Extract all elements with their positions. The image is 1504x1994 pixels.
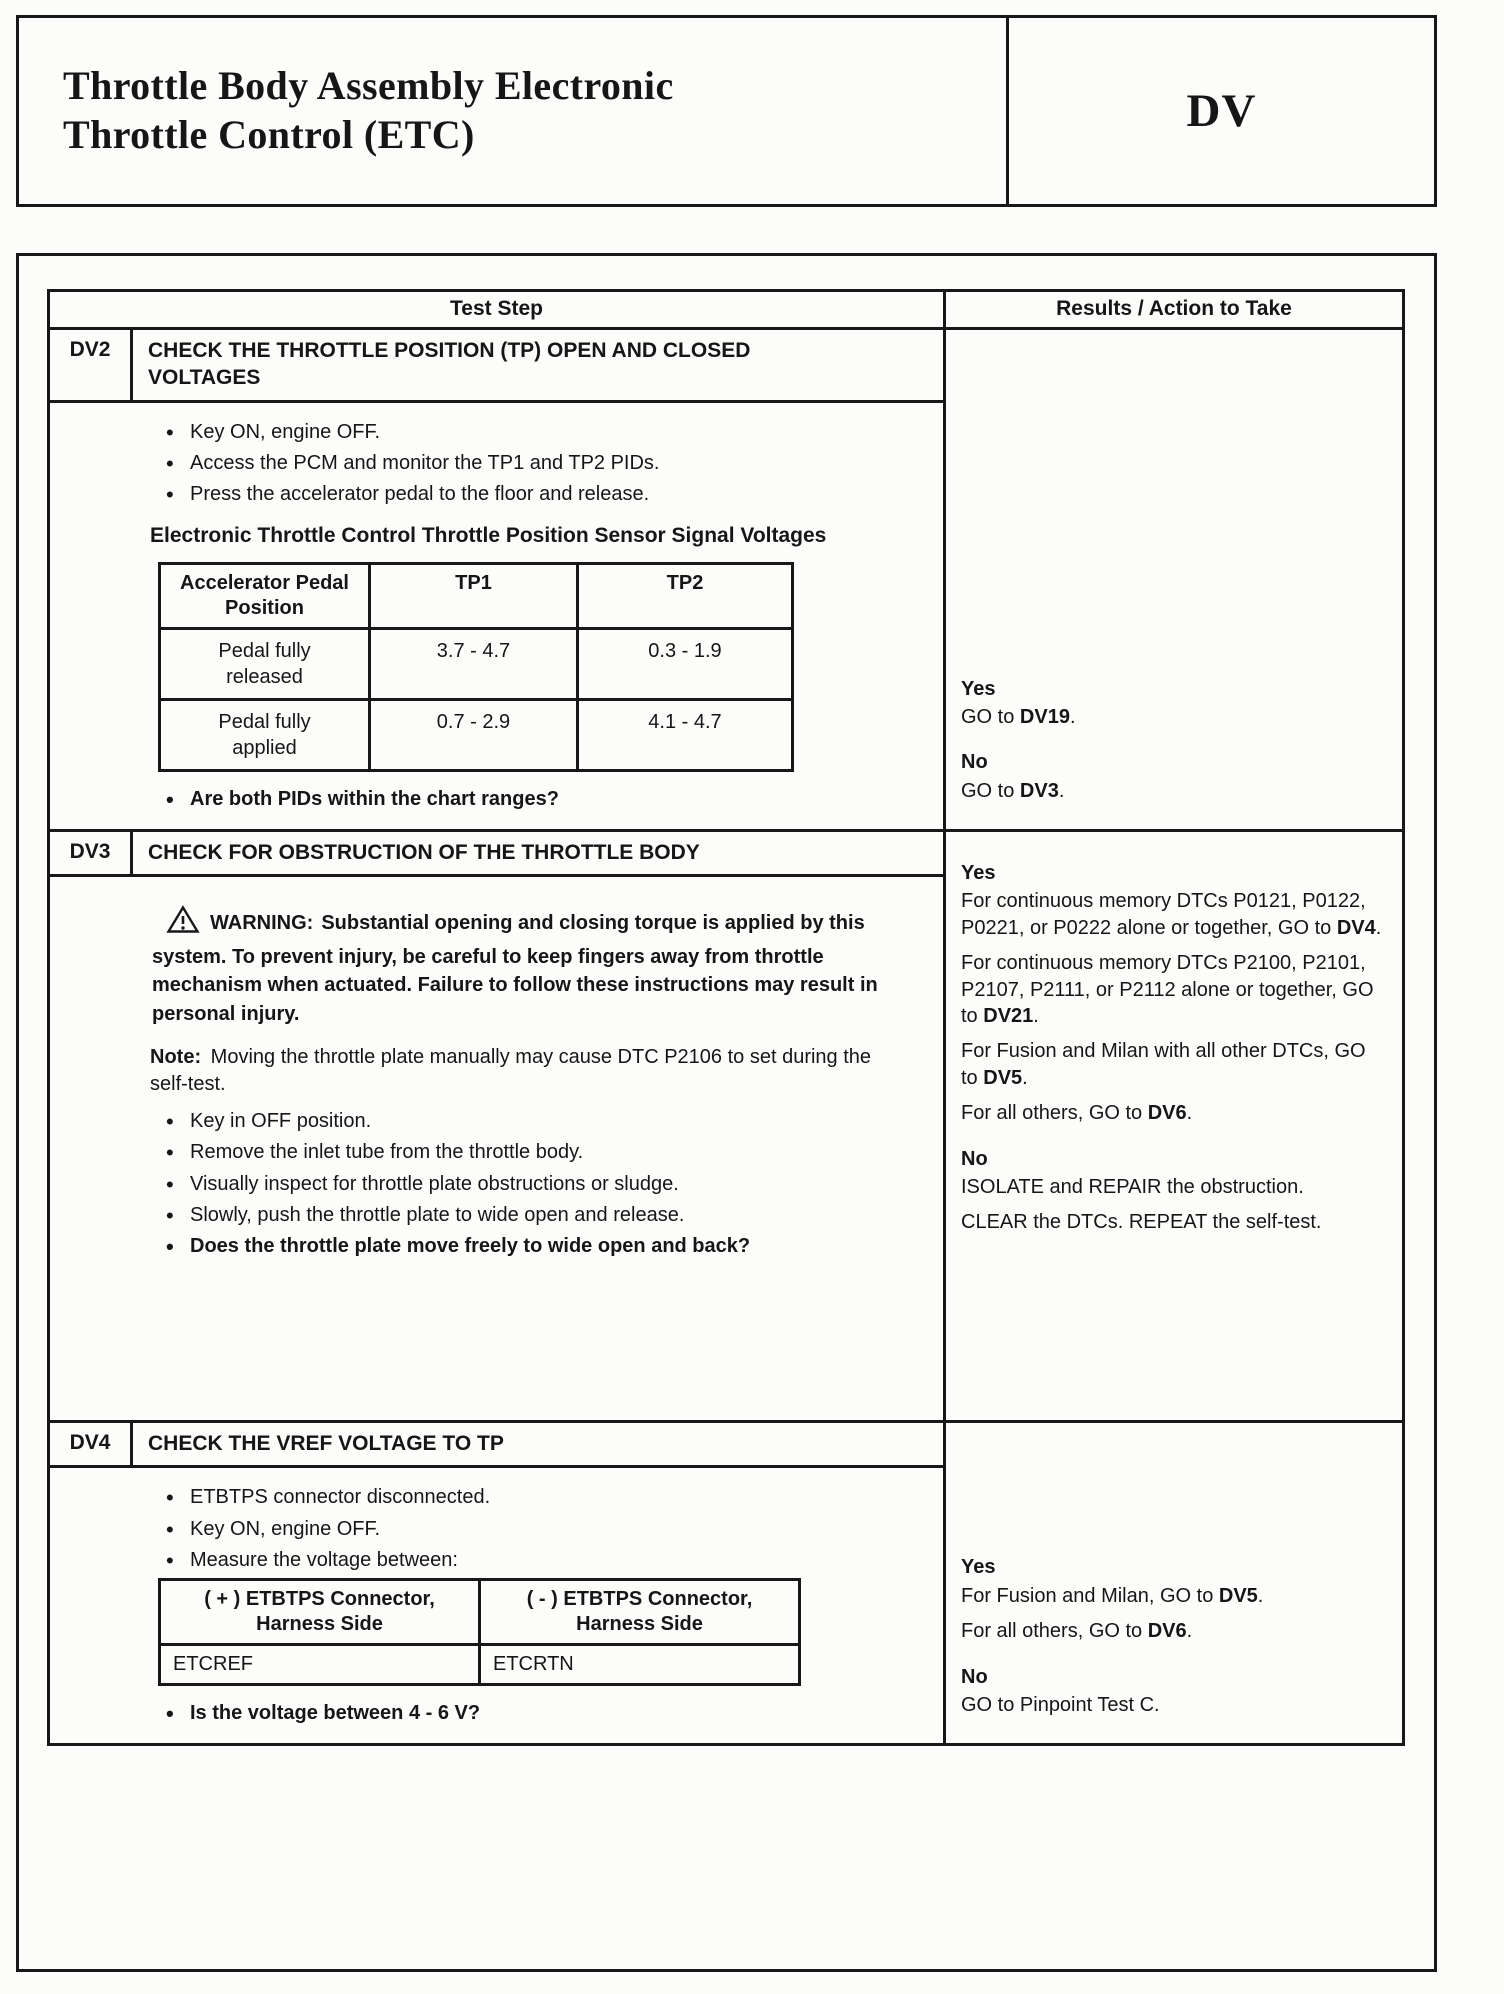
connector-table-header-row xyxy=(160,1579,800,1644)
step-question-dv3 xyxy=(150,1233,903,1260)
column-header-results: Results / Action to Take xyxy=(1056,297,1292,320)
warning-icon xyxy=(166,905,200,942)
section-code-cell xyxy=(1006,18,1434,204)
pinpoint-test-table xyxy=(47,289,1405,1746)
result-text: . xyxy=(1375,916,1382,939)
result-text: For Fusion and Milan with all other DTCs, GO to xyxy=(961,1040,1366,1089)
voltage-table xyxy=(158,562,794,772)
step-bullet xyxy=(150,1516,903,1543)
table-row xyxy=(160,699,793,770)
warning-paragraph xyxy=(152,905,903,1028)
result-text: . xyxy=(1186,1102,1193,1125)
result-text: For Fusion and Milan, GO to xyxy=(961,1584,1219,1607)
results-cell-dv3 xyxy=(946,832,1402,1420)
step-id-dv2: DV2 xyxy=(50,330,133,400)
step-title-dv2: CHECK THE THROTTLE POSITION (TP) OPEN AND CLOSED VOLTAGES xyxy=(148,339,751,390)
result-line xyxy=(961,1100,1386,1126)
voltage-table-header-row xyxy=(160,563,793,628)
result-target: DV5 xyxy=(983,1066,1023,1089)
result-text: . xyxy=(1022,1066,1028,1089)
connector-col-negative: ( - ) ETBTPS Connector, Harness Side xyxy=(480,1579,800,1644)
note-text: Moving the throttle plate manually may cause DTC P2106 to set during the self-test. xyxy=(150,1045,872,1096)
result-text: For all others, GO to xyxy=(961,1102,1148,1125)
result-line xyxy=(961,1692,1386,1718)
cell-tp1-applied: 0.7 - 2.9 xyxy=(370,699,578,770)
result-text: . xyxy=(1058,779,1065,802)
note-label: Note: xyxy=(150,1045,202,1068)
step-title-band-dv4 xyxy=(50,1423,943,1468)
result-line xyxy=(961,1618,1386,1644)
connector-table xyxy=(158,1578,801,1686)
table-row xyxy=(160,628,793,699)
result-text: For continuous memory DTCs P0121, P0122, P0221, or P0222 alone or together, GO to xyxy=(961,890,1366,939)
title-line-2: Throttle Control (ETC) xyxy=(63,112,475,157)
result-text: GO to Pinpoint Test C. xyxy=(961,1693,1160,1716)
step-bullet xyxy=(150,481,903,508)
table-header-row xyxy=(50,292,1402,330)
warning-text: Substantial opening and closing torque is applied by this system. To prevent injury, be careful to keep fingers away from throttle mechanism when actuated. Failure to follow these instructions may result in personal injury. xyxy=(152,912,878,1025)
result-text: For all others, GO to xyxy=(961,1620,1148,1643)
step-bullet xyxy=(150,1202,903,1229)
warning-label: WARNING: xyxy=(210,912,314,935)
result-label-no: No xyxy=(961,1147,988,1170)
test-step-cell-dv3 xyxy=(50,832,946,1420)
step-bullet xyxy=(150,1108,903,1135)
step-title-dv3: CHECK FOR OBSTRUCTION OF THE THROTTLE BODY xyxy=(148,841,700,865)
result-text: ISOLATE and REPAIR the obstruction. xyxy=(961,1175,1304,1198)
result-target: DV4 xyxy=(1336,916,1376,939)
step-body-dv4 xyxy=(50,1468,943,1743)
test-step-cell-dv2 xyxy=(50,330,946,829)
voltage-col-tp1: TP1 xyxy=(370,563,578,628)
result-text: . xyxy=(1186,1620,1193,1643)
bullet-text: Remove the inlet tube from the throttle body. xyxy=(190,1141,584,1164)
result-line xyxy=(961,1174,1386,1200)
cell-tp2-released: 0.3 - 1.9 xyxy=(578,628,793,699)
cell-etcrtn: ETCRTN xyxy=(480,1644,800,1684)
page-title xyxy=(19,18,1006,204)
result-line xyxy=(961,1209,1386,1235)
result-line xyxy=(961,704,1386,730)
test-step-cell-dv4 xyxy=(50,1423,946,1743)
cell-etcref: ETCREF xyxy=(160,1644,480,1684)
result-label-yes: Yes xyxy=(961,862,996,885)
column-header-test-step: Test Step xyxy=(50,292,946,327)
step-title-band-dv2 xyxy=(50,330,943,403)
result-line xyxy=(961,778,1386,804)
result-target: DV6 xyxy=(1147,1102,1187,1125)
result-target: DV6 xyxy=(1147,1620,1187,1643)
step-bullet xyxy=(150,1171,903,1198)
step-bullet xyxy=(150,1139,903,1166)
table-row xyxy=(160,1644,800,1684)
result-text: For continuous memory DTCs P2100, P2101, P2107, P2111, or P2112 alone or together, GO to xyxy=(961,952,1374,1028)
result-text: GO to xyxy=(961,779,1020,802)
result-text: . xyxy=(1033,1005,1039,1028)
question-text: Does the throttle plate move freely to wide open and back? xyxy=(190,1235,751,1258)
bullet-text: ETBTPS connector disconnected. xyxy=(190,1486,491,1509)
step-bullet xyxy=(150,1547,903,1574)
section-code: DV xyxy=(1186,85,1257,137)
bullet-text: Access the PCM and monitor the TP1 and TP2 PIDs. xyxy=(190,451,660,474)
bullet-text: Key ON, engine OFF. xyxy=(190,420,381,443)
results-cell-dv2 xyxy=(946,330,1402,829)
pinpoint-test-frame xyxy=(16,253,1437,1972)
step-title-dv4: CHECK THE VREF VOLTAGE TO TP xyxy=(148,1432,504,1456)
result-label-yes: Yes xyxy=(961,1556,996,1579)
cell-pedal-applied: Pedal fully applied xyxy=(160,699,370,770)
results-cell-dv4 xyxy=(946,1423,1402,1743)
test-row-dv2 xyxy=(50,330,1402,832)
bullet-text: Visually inspect for throttle plate obstructions or sludge. xyxy=(190,1172,679,1195)
voltage-col-pedal: Accelerator Pedal Position xyxy=(160,563,370,628)
bullet-text: Key ON, engine OFF. xyxy=(190,1517,381,1540)
result-text: GO to xyxy=(961,705,1020,728)
result-target: DV19 xyxy=(1019,705,1070,728)
result-line xyxy=(961,950,1386,1029)
question-text: Is the voltage between 4 - 6 V? xyxy=(190,1702,481,1725)
cell-pedal-released: Pedal fully released xyxy=(160,628,370,699)
step-id-dv4: DV4 xyxy=(50,1423,133,1465)
result-line xyxy=(961,1583,1386,1609)
step-bullet xyxy=(150,1484,903,1511)
step-bullet xyxy=(150,419,903,446)
result-label-no: No xyxy=(961,1665,988,1688)
document-header xyxy=(16,15,1437,207)
result-label-yes: Yes xyxy=(961,677,996,700)
result-target: DV5 xyxy=(1218,1584,1258,1607)
test-row-dv3 xyxy=(50,832,1402,1423)
result-target: DV21 xyxy=(983,1005,1034,1028)
note-paragraph xyxy=(150,1044,890,1098)
bullet-text: Press the accelerator pedal to the floor and release. xyxy=(190,482,650,505)
bullet-text: Measure the voltage between: xyxy=(190,1548,458,1571)
result-text: . xyxy=(1257,1584,1264,1607)
result-line xyxy=(961,1038,1386,1091)
result-line xyxy=(961,888,1386,941)
step-id-dv3: DV3 xyxy=(50,832,133,874)
test-row-dv4 xyxy=(50,1423,1402,1743)
bullet-text: Slowly, push the throttle plate to wide open and release. xyxy=(190,1203,685,1226)
step-question-dv4 xyxy=(150,1700,903,1727)
step-title-band-dv3 xyxy=(50,832,943,877)
cell-tp2-applied: 4.1 - 4.7 xyxy=(578,699,793,770)
voltage-col-tp2: TP2 xyxy=(578,563,793,628)
voltage-table-heading: Electronic Throttle Control Throttle Position Sensor Signal Voltages xyxy=(150,524,827,548)
title-line-1: Throttle Body Assembly Electronic xyxy=(63,63,674,109)
result-label-no: No xyxy=(961,751,988,774)
result-target: DV3 xyxy=(1019,779,1059,802)
connector-col-positive: ( + ) ETBTPS Connector, Harness Side xyxy=(160,1579,480,1644)
result-text: CLEAR the DTCs. REPEAT the self-test. xyxy=(961,1211,1322,1234)
cell-tp1-released: 3.7 - 4.7 xyxy=(370,628,578,699)
step-body-dv3 xyxy=(50,877,943,1420)
question-text: Are both PIDs within the chart ranges? xyxy=(190,787,559,810)
step-question-dv2 xyxy=(150,786,903,813)
step-bullet xyxy=(150,450,903,477)
bullet-text: Key in OFF position. xyxy=(190,1110,372,1133)
result-text: . xyxy=(1069,705,1076,728)
step-body-dv2 xyxy=(50,403,943,829)
